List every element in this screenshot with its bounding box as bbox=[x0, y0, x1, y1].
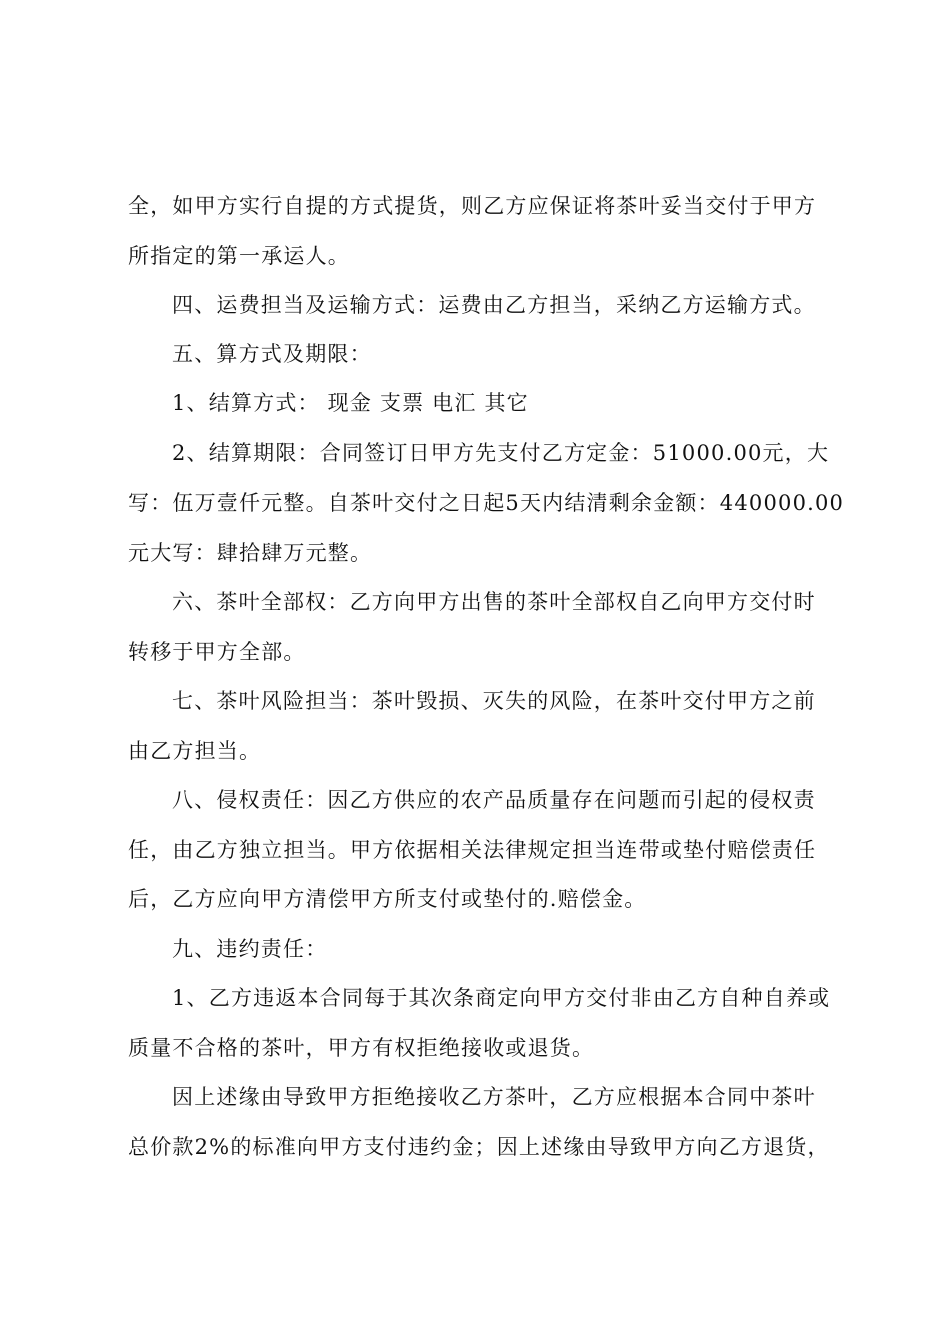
text-line-20: 总价款2%的标准向甲方支付违约金；因上述缘由导致甲方向乙方退货， bbox=[128, 1135, 830, 1159]
text-line-11: 七、茶叶风险担当：茶叶毁损、灭失的风险，在茶叶交付甲方之前 bbox=[172, 689, 816, 713]
text-line-14: 任，由乙方独立担当。甲方依据相关法律规定担当连带或垫付赔偿责任 bbox=[128, 838, 817, 862]
text-line-2: 所指定的第一承运人。 bbox=[128, 244, 350, 268]
text-line-19: 因上述缘由导致甲方拒绝接收乙方茶叶，乙方应根据本合同中茶叶 bbox=[172, 1085, 816, 1109]
text-line-6: 2、结算期限：合同签订日甲方先支付乙方定金：51000.00元，大 bbox=[172, 441, 830, 465]
text-line-7: 写：伍万壹仟元整。自茶叶交付之日起5天内结清剩余金额：440000.00 bbox=[128, 491, 845, 515]
text-line-10: 转移于甲方全部。 bbox=[128, 640, 306, 664]
text-line-13: 八、侵权责任：因乙方供应的农产品质量存在问题而引起的侵权责 bbox=[172, 788, 816, 812]
text-line-4: 五、算方式及期限： bbox=[172, 342, 372, 366]
text-line-18: 质量不合格的茶叶，甲方有权拒绝接收或退货。 bbox=[128, 1036, 595, 1060]
text-line-1: 全，如甲方实行自提的方式提货，则乙方应保证将茶叶妥当交付于甲方 bbox=[128, 194, 817, 218]
text-line-9: 六、茶叶全部权：乙方向甲方出售的茶叶全部权自乙向甲方交付时 bbox=[172, 590, 816, 614]
text-line-17: 1、乙方违返本合同每于其次条商定向甲方交付非由乙方自种自养或 bbox=[172, 986, 831, 1010]
text-line-16: 九、违约责任： bbox=[172, 937, 328, 961]
text-line-3: 四、运费担当及运输方式：运费由乙方担当，采纳乙方运输方式。 bbox=[172, 293, 816, 317]
text-line-12: 由乙方担当。 bbox=[128, 739, 262, 763]
text-line-8: 元大写：肆拾肆万元整。 bbox=[128, 541, 373, 565]
text-line-5: 1、结算方式： 现金 支票 电汇 其它 bbox=[172, 391, 529, 415]
text-line-15: 后，乙方应向甲方清偿甲方所支付或垫付的.赔偿金。 bbox=[128, 887, 647, 911]
